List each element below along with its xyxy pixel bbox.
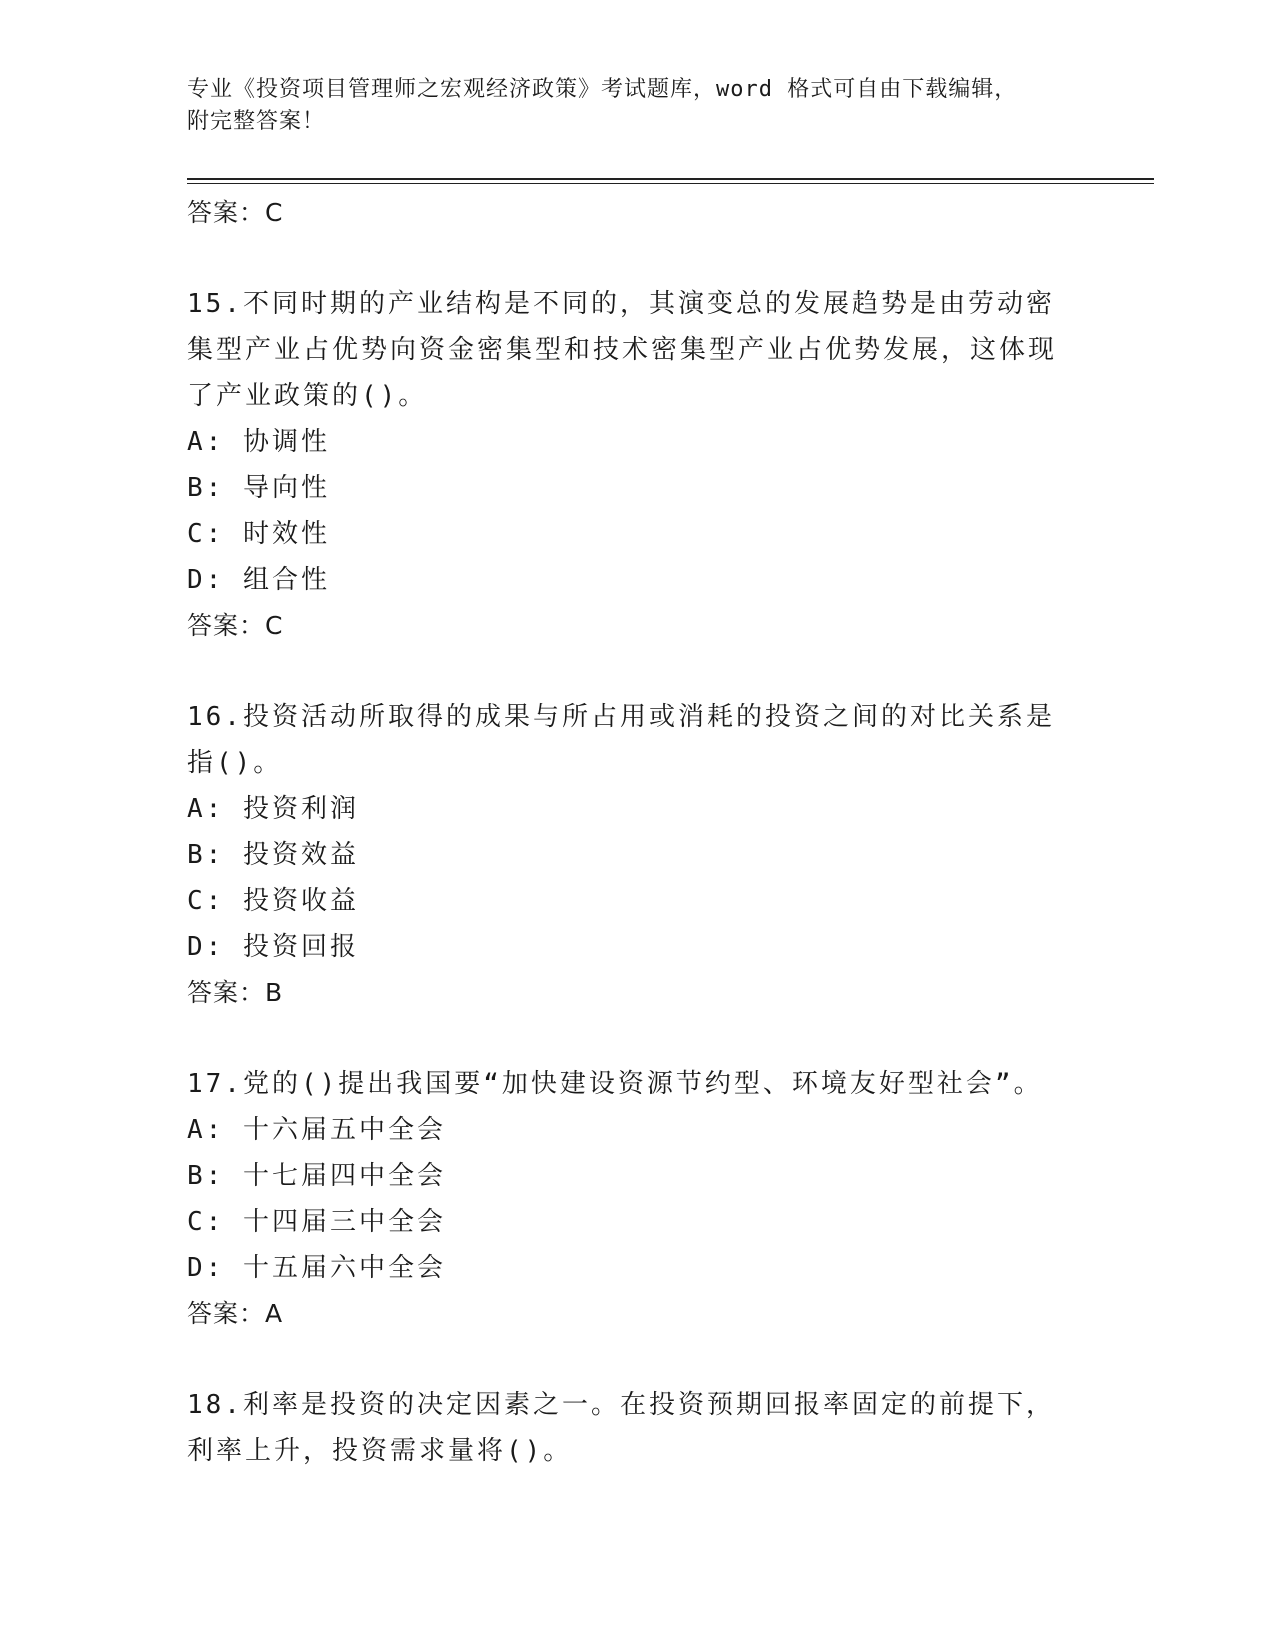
header-divider-thick — [187, 178, 1154, 180]
question-list — [187, 190, 1082, 1474]
header-line-2: 附完整答案！ — [187, 109, 326, 134]
option-b: B: 十七届四中全会 — [187, 1161, 446, 1191]
option-a: A: 投资利润 — [187, 794, 359, 824]
option-b: B: 导向性 — [187, 473, 330, 503]
question-16 — [187, 694, 1082, 1015]
option-d: D: 十五届六中全会 — [187, 1253, 446, 1283]
document-header — [187, 74, 1157, 138]
question-stem: 17.党的()提出我国要“加快建设资源节约型、环境友好型社会”。 — [187, 1069, 1043, 1099]
question-stem: 18.利率是投资的决定因素之一。在投资预期回报率固定的前提下，利率上升，投资需求量将()。 — [187, 1390, 1055, 1466]
option-c: C: 投资收益 — [187, 886, 359, 916]
question-stem: 15.不同时期的产业结构是不同的，其演变总的发展趋势是由劳动密集型产业占优势向资金密集型和技术密集型产业占优势发展，这体现了产业政策的()。 — [187, 289, 1058, 411]
answer-line: 答案：C — [187, 198, 284, 227]
option-c: C: 十四届三中全会 — [187, 1207, 446, 1237]
header-divider-thin — [187, 183, 1154, 184]
option-c: C: 时效性 — [187, 519, 330, 549]
option-d: D: 投资回报 — [187, 932, 359, 962]
question-18 — [187, 1382, 1082, 1474]
answer-line: 答案：A — [187, 1299, 284, 1328]
question-17 — [187, 1061, 1082, 1336]
option-d: D: 组合性 — [187, 565, 330, 595]
option-a: A: 协调性 — [187, 427, 330, 457]
answer-line: 答案：B — [187, 978, 284, 1007]
question-stem: 16.投资活动所取得的成果与所占用或消耗的投资之间的对比关系是指()。 — [187, 702, 1055, 778]
option-a: A: 十六届五中全会 — [187, 1115, 446, 1145]
option-b: B: 投资效益 — [187, 840, 359, 870]
answer-line: 答案：C — [187, 611, 284, 640]
header-line-1: 专业《投资项目管理师之宏观经济政策》考试题库，word 格式可自由下载编辑， — [187, 77, 1018, 102]
question-15 — [187, 281, 1082, 648]
